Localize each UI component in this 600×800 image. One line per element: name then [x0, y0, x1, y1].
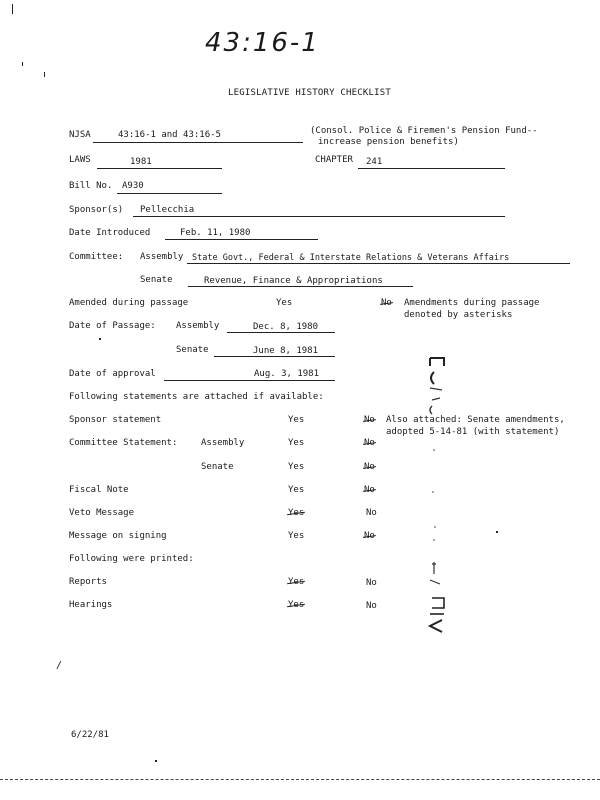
committee-statement-assembly-yes: Yes: [288, 438, 305, 448]
stamp-dot: [433, 449, 435, 451]
sponsor-statement-no-struck: No: [364, 415, 375, 425]
margin-mark: [155, 760, 157, 762]
introduced-value: Feb. 11, 1980: [180, 228, 251, 238]
amended-yes: Yes: [276, 298, 293, 308]
stamp-dot: [433, 539, 435, 541]
margin-mark: [99, 338, 101, 340]
printed-heading: Following were printed:: [69, 554, 194, 564]
committee-statement-assembly-no: [364, 438, 375, 448]
page-title: LEGISLATIVE HISTORY CHECKLIST: [228, 88, 391, 98]
fiscal-note-no-struck: No: [364, 485, 375, 495]
passage-assembly-underline: [227, 332, 335, 333]
library-stamp-marks: [418, 352, 458, 642]
fiscal-note-no: [364, 485, 375, 495]
veto-message-yes: [288, 508, 304, 518]
also-attached-line-1: Also attached: Senate amendments,: [386, 415, 565, 425]
attached-heading: Following statements are attached if available:: [69, 392, 324, 402]
introduced-label: Date Introduced: [69, 228, 151, 238]
njsa-underline: [93, 142, 303, 143]
reports-yes-struck: Yes: [288, 577, 305, 587]
passage-senate-label: Senate: [176, 345, 209, 355]
passage-assembly-value: Dec. 8, 1980: [253, 322, 319, 332]
also-attached-line-2: adopted 5-14-81 (with statement): [386, 427, 560, 437]
stamp-glyph: [432, 398, 440, 400]
sponsor-statement-yes: Yes: [288, 415, 305, 425]
stamp-dot: [432, 491, 434, 493]
njsa-value: 43:16-1 and 43:16-5: [118, 130, 221, 140]
message-signing-label: Message on signing: [69, 531, 167, 541]
reports-no: No: [366, 578, 377, 588]
stamp-glyph: [430, 406, 432, 414]
bottom-dashed-rule: [0, 779, 600, 780]
chapter-label: CHAPTER: [315, 155, 353, 165]
message-signing-no-struck: No: [364, 531, 375, 541]
amended-note-line-1: Amendments during passage: [404, 298, 540, 308]
committee-label: Committee:: [69, 252, 124, 262]
njsa-note-line-2: increase pension benefits): [318, 137, 459, 147]
hearings-no: No: [366, 601, 377, 611]
laws-underline: [97, 168, 222, 169]
njsa-label: NJSA: [69, 130, 91, 140]
sponsor-label: Sponsor(s): [69, 205, 124, 215]
amended-note-line-2: denoted by asterisks: [404, 310, 513, 320]
committee-assembly-label: Assembly: [140, 252, 184, 262]
chapter-value: 241: [366, 157, 383, 167]
sponsor-statement-no: [364, 415, 375, 425]
stamp-glyph: [431, 372, 434, 384]
amended-no-struck: No: [381, 298, 392, 308]
sponsor-statement-label: Sponsor statement: [69, 415, 162, 425]
reports-label: Reports: [69, 577, 107, 587]
passage-senate-underline: [214, 356, 335, 357]
committee-senate-label: Senate: [140, 275, 173, 285]
committee-statement-senate-no: [364, 462, 375, 472]
committee-senate-value: Revenue, Finance & Appropriations: [204, 276, 383, 286]
margin-mark: /: [56, 660, 63, 671]
committee-statement-assembly-label: Assembly: [201, 438, 245, 448]
stamp-glyph: [430, 388, 442, 390]
margin-mark: [496, 531, 498, 533]
passage-label: Date of Passage:: [69, 321, 156, 331]
committee-senate-underline: [188, 286, 413, 287]
fiscal-note-yes: Yes: [288, 485, 305, 495]
margin-mark: [22, 62, 23, 66]
veto-message-no: No: [366, 508, 377, 518]
footer-date: 6/22/81: [71, 730, 109, 740]
passage-assembly-label: Assembly: [176, 321, 220, 331]
stamp-glyph: [430, 358, 444, 366]
handwritten-number: 43:16-1: [205, 28, 320, 58]
message-signing-yes: Yes: [288, 531, 305, 541]
margin-mark: [12, 4, 13, 14]
stamp-glyph: [430, 580, 440, 584]
approval-label: Date of approval: [69, 369, 156, 379]
message-signing-no: [364, 531, 375, 541]
fiscal-note-label: Fiscal Note: [69, 485, 129, 495]
introduced-underline: [165, 239, 318, 240]
reports-yes: [288, 577, 304, 587]
committee-statement-assembly-no-struck: No: [364, 438, 375, 448]
committee-assembly-value: State Govt., Federal & Interstate Relations & Veterans Affairs: [192, 253, 510, 263]
veto-message-yes-struck: Yes: [288, 508, 305, 518]
sponsor-underline: [133, 216, 505, 217]
bill-underline: [117, 193, 222, 194]
hearings-yes-struck: Yes: [288, 600, 305, 610]
amended-label: Amended during passage: [69, 298, 189, 308]
hearings-label: Hearings: [69, 600, 113, 610]
stamp-glyph: [430, 620, 442, 632]
bill-value: A930: [122, 181, 144, 191]
sponsor-value: Pellecchia: [140, 205, 195, 215]
stamp-dot: [434, 526, 436, 528]
committee-statement-senate-label: Senate: [201, 462, 234, 472]
stamp-glyph: [432, 562, 436, 574]
hearings-yes: [288, 600, 304, 610]
approval-underline: [164, 380, 335, 381]
passage-senate-value: June 8, 1981: [253, 346, 319, 356]
committee-statement-senate-no-struck: No: [364, 462, 375, 472]
committee-statement-label: Committee Statement:: [69, 438, 178, 448]
bill-label: Bill No.: [69, 181, 113, 191]
approval-value: Aug. 3, 1981: [254, 369, 320, 379]
margin-mark: [44, 72, 45, 77]
committee-statement-senate-yes: Yes: [288, 462, 305, 472]
chapter-underline: [358, 168, 505, 169]
stamp-glyph: [432, 598, 444, 608]
laws-label: LAWS: [69, 155, 91, 165]
committee-assembly-underline: [187, 263, 570, 264]
laws-value: 1981: [130, 157, 152, 167]
njsa-note-line-1: (Consol. Police & Firemen's Pension Fund--: [310, 126, 538, 136]
amended-no: [381, 298, 392, 308]
veto-message-label: Veto Message: [69, 508, 135, 518]
